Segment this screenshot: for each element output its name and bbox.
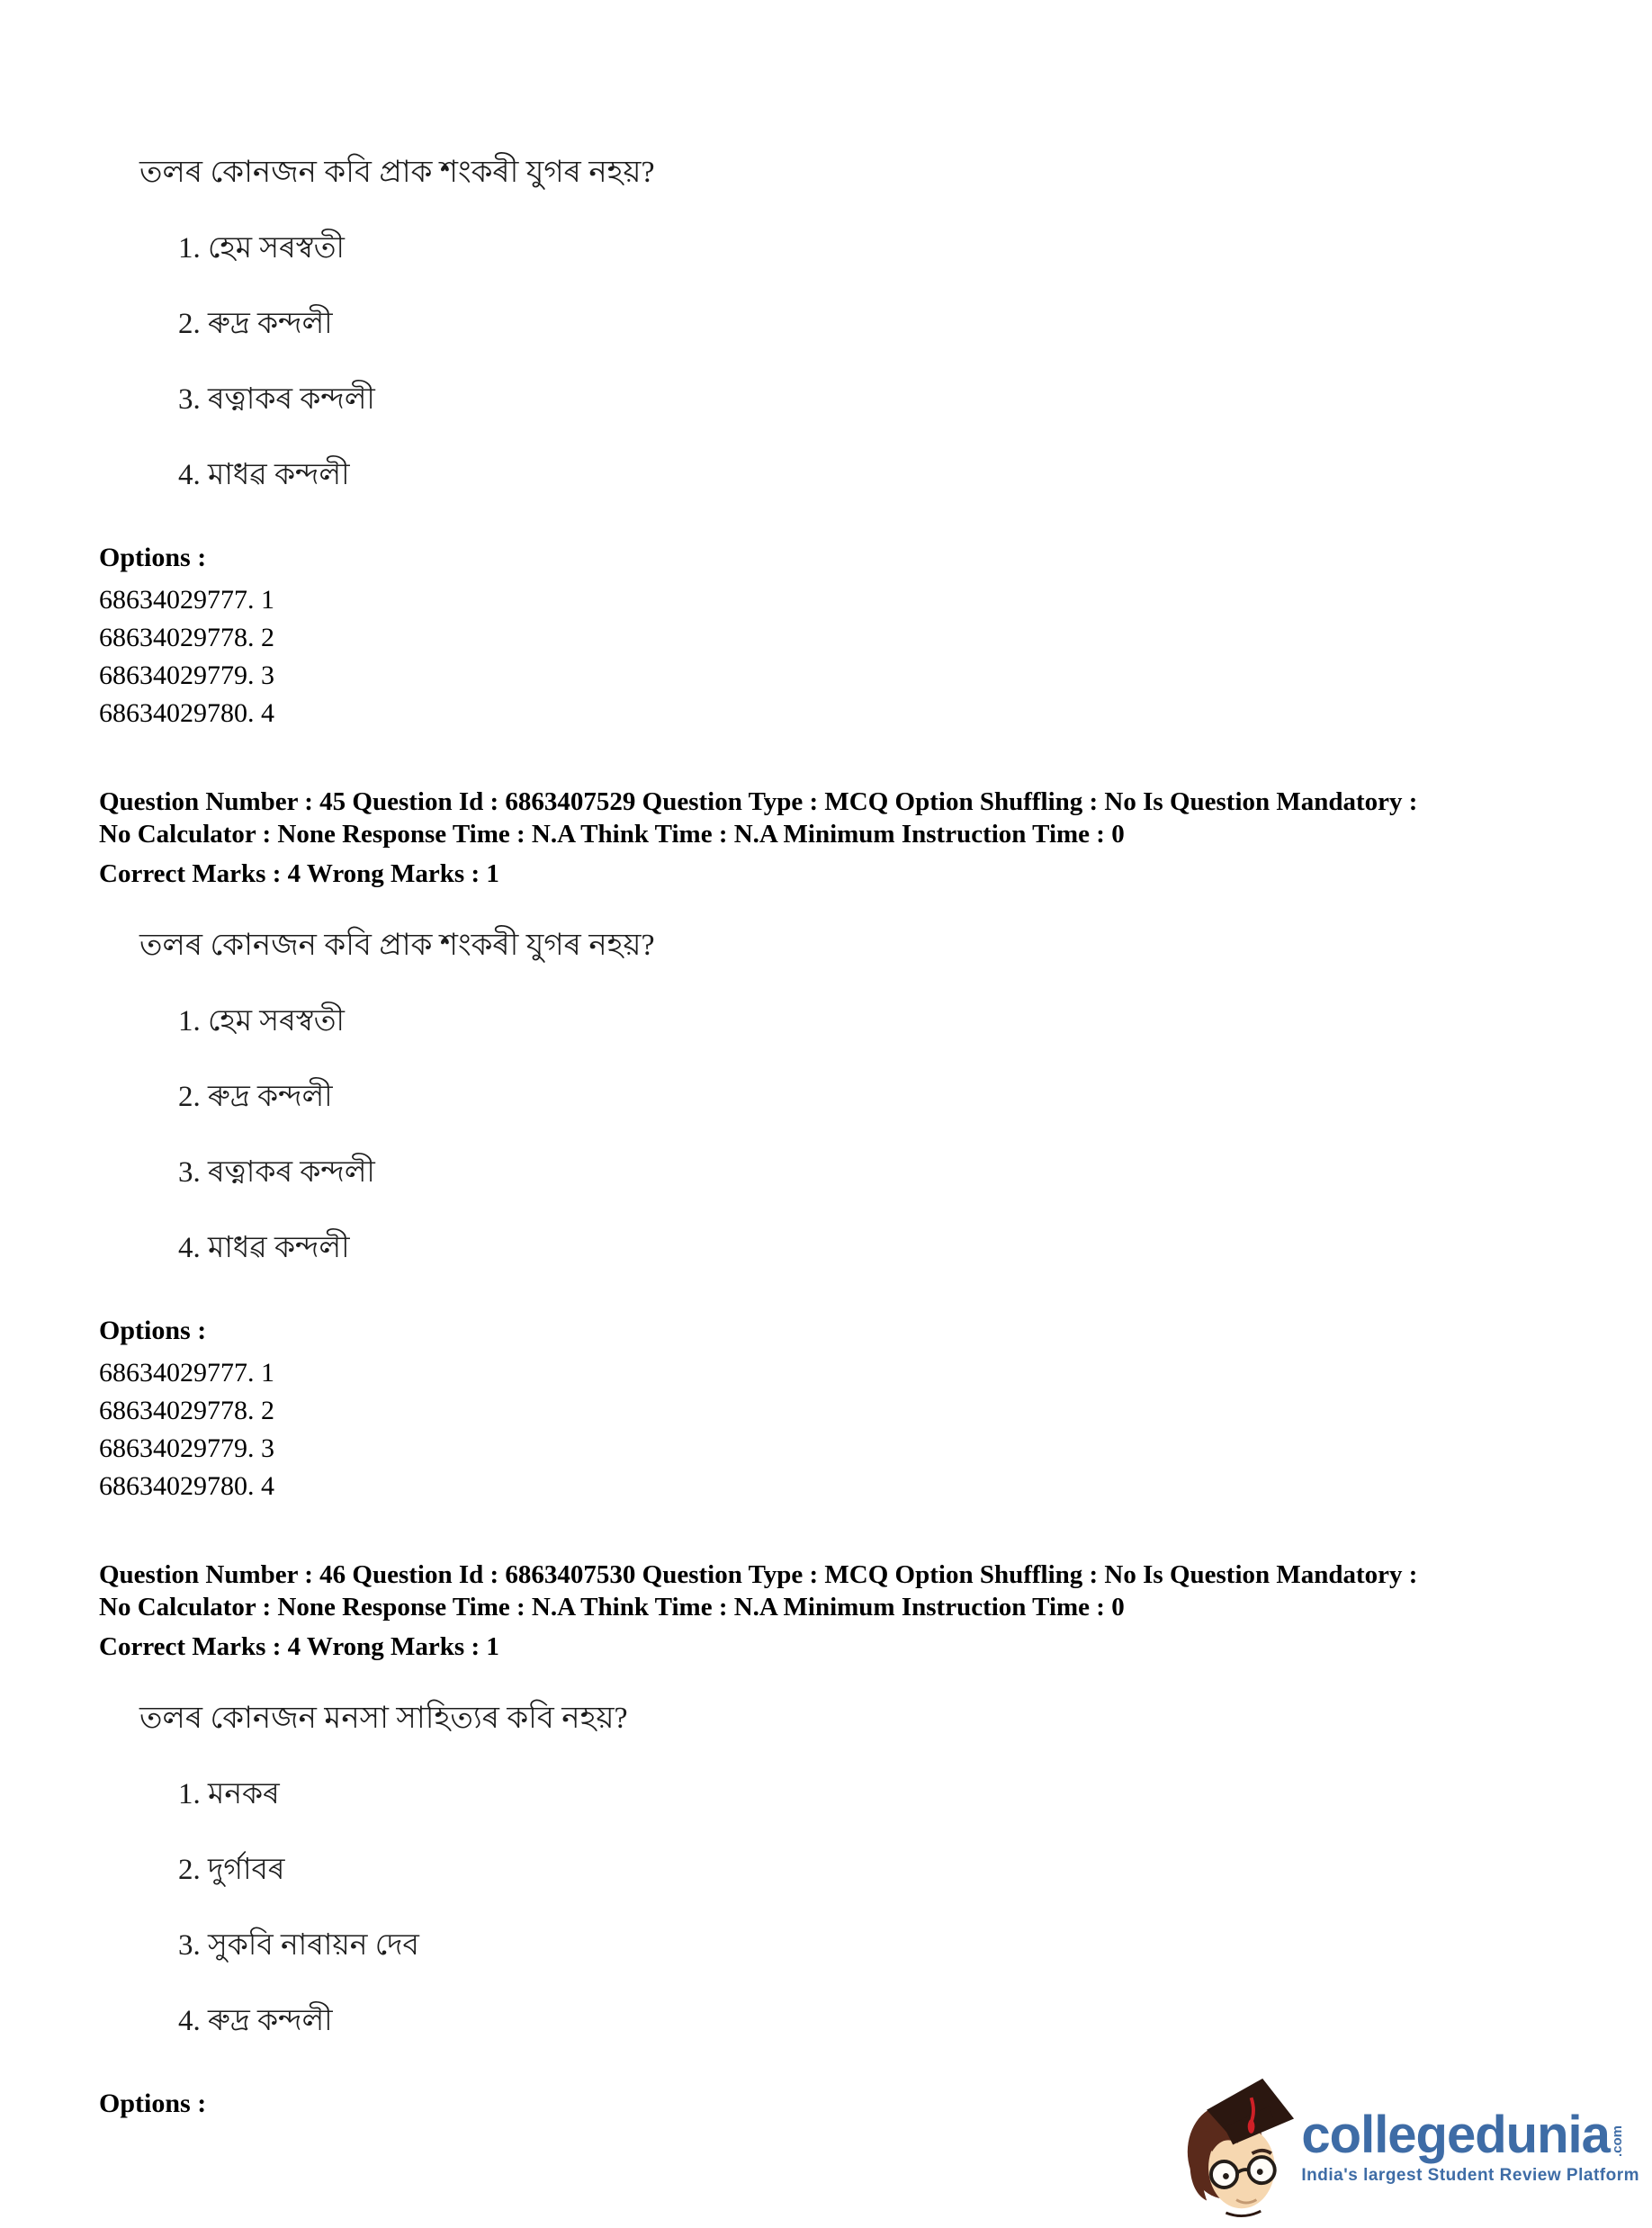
question-text: তলৰ কোনজন কবি প্ৰাক শংকৰী যুগৰ নহয়? bbox=[139, 929, 655, 962]
option-id-list bbox=[99, 1354, 1652, 1505]
choice-4: 4. ৰুদ্ৰ কন্দলী bbox=[178, 2005, 333, 2037]
choice-1: 1. হেম সৰস্বতী bbox=[178, 1005, 345, 1038]
option-id-2: 68634029778. 2 bbox=[99, 1396, 274, 1425]
brand-name: collegedunia bbox=[1301, 2106, 1610, 2164]
collegedunia-mascot-icon bbox=[1182, 2071, 1296, 2224]
choice-2: 2. দুৰ্গাবৰ bbox=[178, 1854, 285, 1886]
brand-tld: .com bbox=[1609, 2125, 1625, 2157]
question-block-46 bbox=[0, 1559, 1652, 2120]
metadata-line-1: Question Number : 45 Question Id : 6863407529 Question Type : MCQ Option Shuffling : No Is Question Mandatory : bbox=[99, 787, 1418, 816]
choice-3: 3. ৰত্নাকৰ কন্দলী bbox=[178, 1156, 375, 1189]
choice-1: 1. মনকৰ bbox=[178, 1778, 280, 1810]
option-id-3: 68634029779. 3 bbox=[99, 1433, 274, 1463]
option-id-list bbox=[99, 581, 1652, 732]
option-id-4: 68634029780. 4 bbox=[99, 1471, 274, 1501]
choice-2: 2. ৰুদ্ৰ কন্দলী bbox=[178, 308, 333, 340]
metadata-line-2: No Calculator : None Response Time : N.A Think Time : N.A Minimum Instruction Time : 0 bbox=[99, 820, 1125, 849]
choice-4: 4. মাধৱ কন্দলী bbox=[178, 459, 350, 491]
options-label: Options : bbox=[99, 2089, 207, 2118]
metadata-line-1: Question Number : 46 Question Id : 6863407530 Question Type : MCQ Option Shuffling : No Is Question Mandatory : bbox=[99, 1560, 1418, 1589]
question-text: তলৰ কোনজন কবি প্ৰাক শংকৰী যুগৰ নহয়? bbox=[139, 156, 655, 189]
option-id-1: 68634029777. 1 bbox=[99, 1358, 274, 1388]
choice-list bbox=[0, 230, 1652, 493]
question-metadata bbox=[99, 1559, 1652, 1663]
choice-list bbox=[0, 1003, 1652, 1266]
collegedunia-logo bbox=[1182, 2071, 1639, 2224]
choice-1: 1. হেম সৰস্বতী bbox=[178, 232, 345, 265]
option-id-4: 68634029780. 4 bbox=[99, 698, 274, 728]
option-id-3: 68634029779. 3 bbox=[99, 660, 274, 690]
choice-list bbox=[0, 1776, 1652, 2039]
choice-3: 3. ৰত্নাকৰ কন্দলী bbox=[178, 383, 375, 416]
metadata-line-2: No Calculator : None Response Time : N.A Think Time : N.A Minimum Instruction Time : 0 bbox=[99, 1593, 1125, 1622]
choice-2: 2. ৰুদ্ৰ কন্দলী bbox=[178, 1081, 333, 1113]
option-id-1: 68634029777. 1 bbox=[99, 585, 274, 615]
question-block-45 bbox=[0, 786, 1652, 1505]
options-label: Options : bbox=[99, 543, 207, 572]
question-metadata bbox=[99, 786, 1652, 890]
brand-tagline: India's largest Student Review Platform bbox=[1301, 2166, 1639, 2185]
question-block-fragment bbox=[0, 155, 1652, 732]
logo-text-column bbox=[1301, 2106, 1639, 2186]
question-text: তলৰ কোনজন মনসা সাহিত্যৰ কবি নহয়? bbox=[139, 1702, 628, 1735]
options-label: Options : bbox=[99, 1316, 207, 1345]
option-id-2: 68634029778. 2 bbox=[99, 623, 274, 652]
choice-3: 3. সুকবি নাৰায়ন দেব bbox=[178, 1929, 419, 1962]
marks-line: Correct Marks : 4 Wrong Marks : 1 bbox=[99, 1632, 499, 1661]
marks-line: Correct Marks : 4 Wrong Marks : 1 bbox=[99, 859, 499, 888]
choice-4: 4. মাধৱ কন্দলী bbox=[178, 1232, 350, 1264]
